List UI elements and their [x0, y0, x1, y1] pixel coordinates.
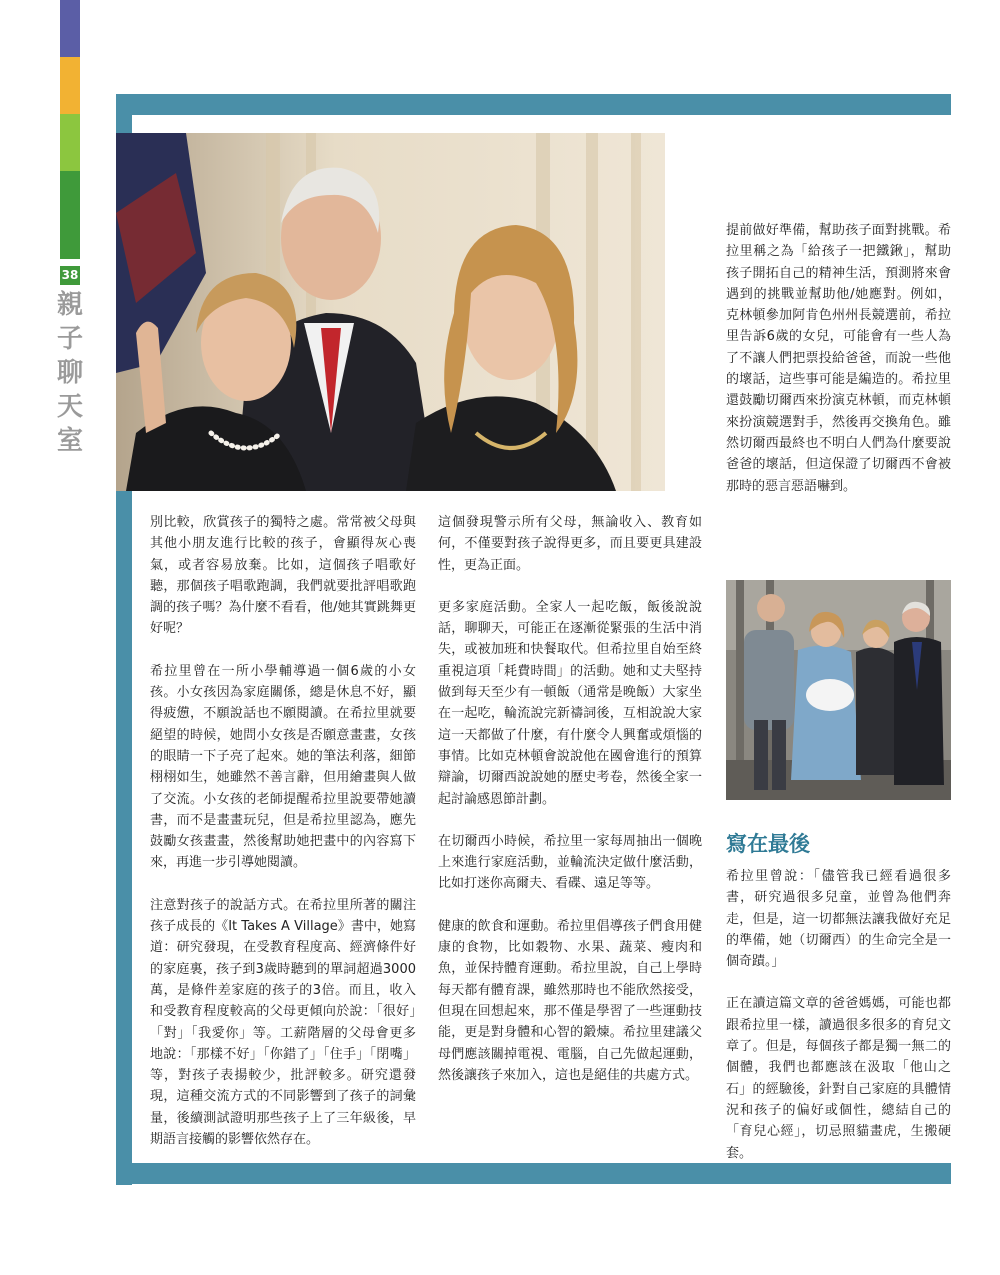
section-title	[56, 288, 84, 458]
paragraph-prepare-challenges: 提前做好準備，幫助孩子面對挑戰。希拉里稱之為「給孩子一把鐵鍬」，幫助孩子開拓自己的精神生活，預測將來會遇到的挑戰並幫助他/她應對。例如，克林頓參加阿肯色州州長競選前，希拉里告訴6歲的女兒，可能會有一些人為了不讓人們把票投給爸爸，而說一些他的壞話，這些事可能是編造的。希拉里還鼓勵切爾西來扮演克林頓，而克林頓來扮演競選對手，然後再交換角色。雖然切爾西最終也不明白人們為什麼要說爸爸的壞話，但這保證了切爾西不會被那時的惡言惡語嚇到。	[726, 223, 951, 494]
family-photo	[726, 580, 951, 800]
paragraph-finding-warning: 這個發現警示所有父母，無論收入、教育如何，不僅要對孩子說得更多，而且要更具建設性，更為正面。	[438, 515, 702, 573]
color-tab-green	[60, 171, 80, 259]
paragraph-hillary-quote: 希拉里曾說：「儘管我已經看過很多書，研究過很多兒童，並曾為他們奔走，但是，這一切都無法讓我做好充足的準備，她（切爾西）的生命完全是一個奇蹟。」	[726, 869, 951, 970]
column-2	[438, 512, 702, 1107]
section-title-char: 天	[56, 392, 83, 422]
frame-top-bar	[116, 94, 951, 115]
section-title-char: 親	[56, 290, 83, 320]
paragraph-conclusion: 正在讀這篇文章的爸爸媽媽，可能也都跟希拉里一樣，讀過很多很多的育兒文章了。但是，每個孩子都是獨一無二的個體，我們也都應該在汲取「他山之石」的經驗後，針對自己家庭的具體情況和孩子的偏好或個性，總結自己的「育兒心經」，切忌照貓畫虎，生搬硬套。	[726, 996, 951, 1161]
column-1	[150, 512, 416, 1171]
paragraph-speaking-style: 注意對孩子的說話方式。在希拉里所著的關注孩子成長的《It Takes A Village》書中，她寫道：研究發現，在受教育程度高、經濟條件好的家庭裏，孩子到3歲時聽到的單詞超過3000萬，是條件差家庭的孩子的3倍。而且，收入和受教育程度較高的父母更傾向於說：「很好」「對」「我愛你」等。工薪階層的父母會更多地說：「那樣不好」「你錯了」「住手」「閉嘴」等，對孩子表揚較少，批評較多。研究還發現，這種交流方式的不同影響到了孩子的詞彙量，後續測試證明那些孩子上了三年級後，早期語言接觸的影響依然存在。	[150, 897, 416, 1148]
paragraph-drawing-girl: 希拉里曾在一所小學輔導過一個6歲的小女孩。小女孩因為家庭關係，總是休息不好，顯得疲憊，不願說話也不願閱讀。在希拉里就要絕望的時候，她問小女孩是否願意畫畫，女孩的眼睛一下子亮了起來。她的筆法利落，細節栩栩如生，她雖然不善言辭，但用繪畫與人做了交流。小女孩的老師提醒希拉里說要帶她讀書，而不是畫畫玩兒，但是希拉里認為，應先鼓勵女孩畫畫，然後幫助她把畫中的內容寫下來，再進一步引導她閱讀。	[150, 663, 416, 871]
paragraph-comparison: 別比較，欣賞孩子的獨特之處。常常被父母與其他小朋友進行比較的孩子，會顯得灰心喪氣，或者容易放棄。比如，這個孩子唱歌好聽，那個孩子唱歌跑調，我們就要批評唱歌跑調的孩子嗎？為什麼不看看，他/她其實跳舞更好呢？	[150, 515, 416, 637]
section-title-char: 子	[56, 324, 83, 354]
paragraph-family-night: 在切爾西小時候，希拉里一家每周抽出一個晚上來進行家庭活動，並輪流決定做什麼活動，比如打迷你高爾夫、看碟、遠足等等。	[438, 833, 702, 892]
paragraph-family-activities: 更多家庭活動。全家人一起吃飯，飯後說說話，聊聊天，可能正在逐漸從緊張的生活中消失，或被加班和快餐取代。但希拉里自始至終重視這項「耗費時間」的活動。她和丈夫堅持做到每天至少有一頓飯（通常是晚飯）大家坐在一起吃，輪流說完新禱詞後，互相說說大家這一天都做了什麼，有什麼令人興奮或煩惱的事情。比如克林頓會說說他在國會進行的預算辯論，切爾西說說她的歷史考卷，然後全家一起討論感恩節計劃。	[438, 599, 702, 807]
column-3-top	[726, 220, 951, 518]
color-tab-lime	[60, 114, 80, 171]
column-3-bottom	[726, 866, 951, 1185]
section-title-char: 室	[56, 426, 83, 456]
section-title-char: 聊	[56, 358, 83, 388]
color-tab-purple	[60, 0, 80, 57]
color-tab-orange	[60, 57, 80, 114]
paragraph-diet-exercise: 健康的飲食和運動。希拉里倡導孩子們食用健康的食物，比如穀物、水果、蔬菜、瘦肉和魚，並保持體育運動。希拉里說，自己上學時每天都有體育課，雖然那時也不能欣然接受，但現在回想起來，那不僅是學習了一些運動技能，更是對身體和心智的鍛煉。希拉里建議父母們應該關掉電視、電腦，自己先做起運動，然後讓孩子來加入，這也是絕佳的共處方式。	[438, 918, 702, 1083]
page-number: 38	[60, 266, 80, 285]
hero-photo	[116, 133, 665, 491]
closing-heading: 寫在最後	[726, 832, 810, 856]
